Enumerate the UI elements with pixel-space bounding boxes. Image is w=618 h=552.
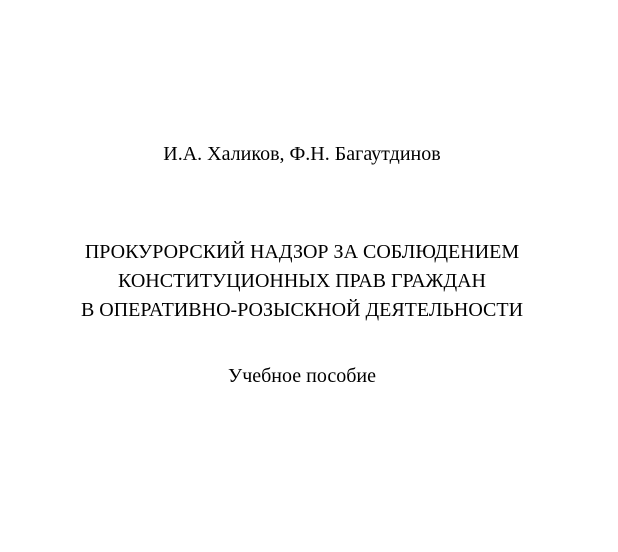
- title-line-2: КОНСТИТУЦИОННЫХ ПРАВ ГРАЖДАН: [117, 270, 487, 292]
- document-subtitle: Учебное пособие: [228, 365, 376, 387]
- title-line-1: ПРОКУРОРСКИЙ НАДЗОР ЗА СОБЛЮДЕНИЕМ: [84, 241, 520, 263]
- authors-line: И.А. Халиков, Ф.Н. Багаутдинов: [163, 143, 441, 165]
- document-title: [0, 238, 604, 325]
- title-line-3: В ОПЕРАТИВНО-РОЗЫСКНОЙ ДЕЯТЕЛЬНОСТИ: [80, 299, 524, 321]
